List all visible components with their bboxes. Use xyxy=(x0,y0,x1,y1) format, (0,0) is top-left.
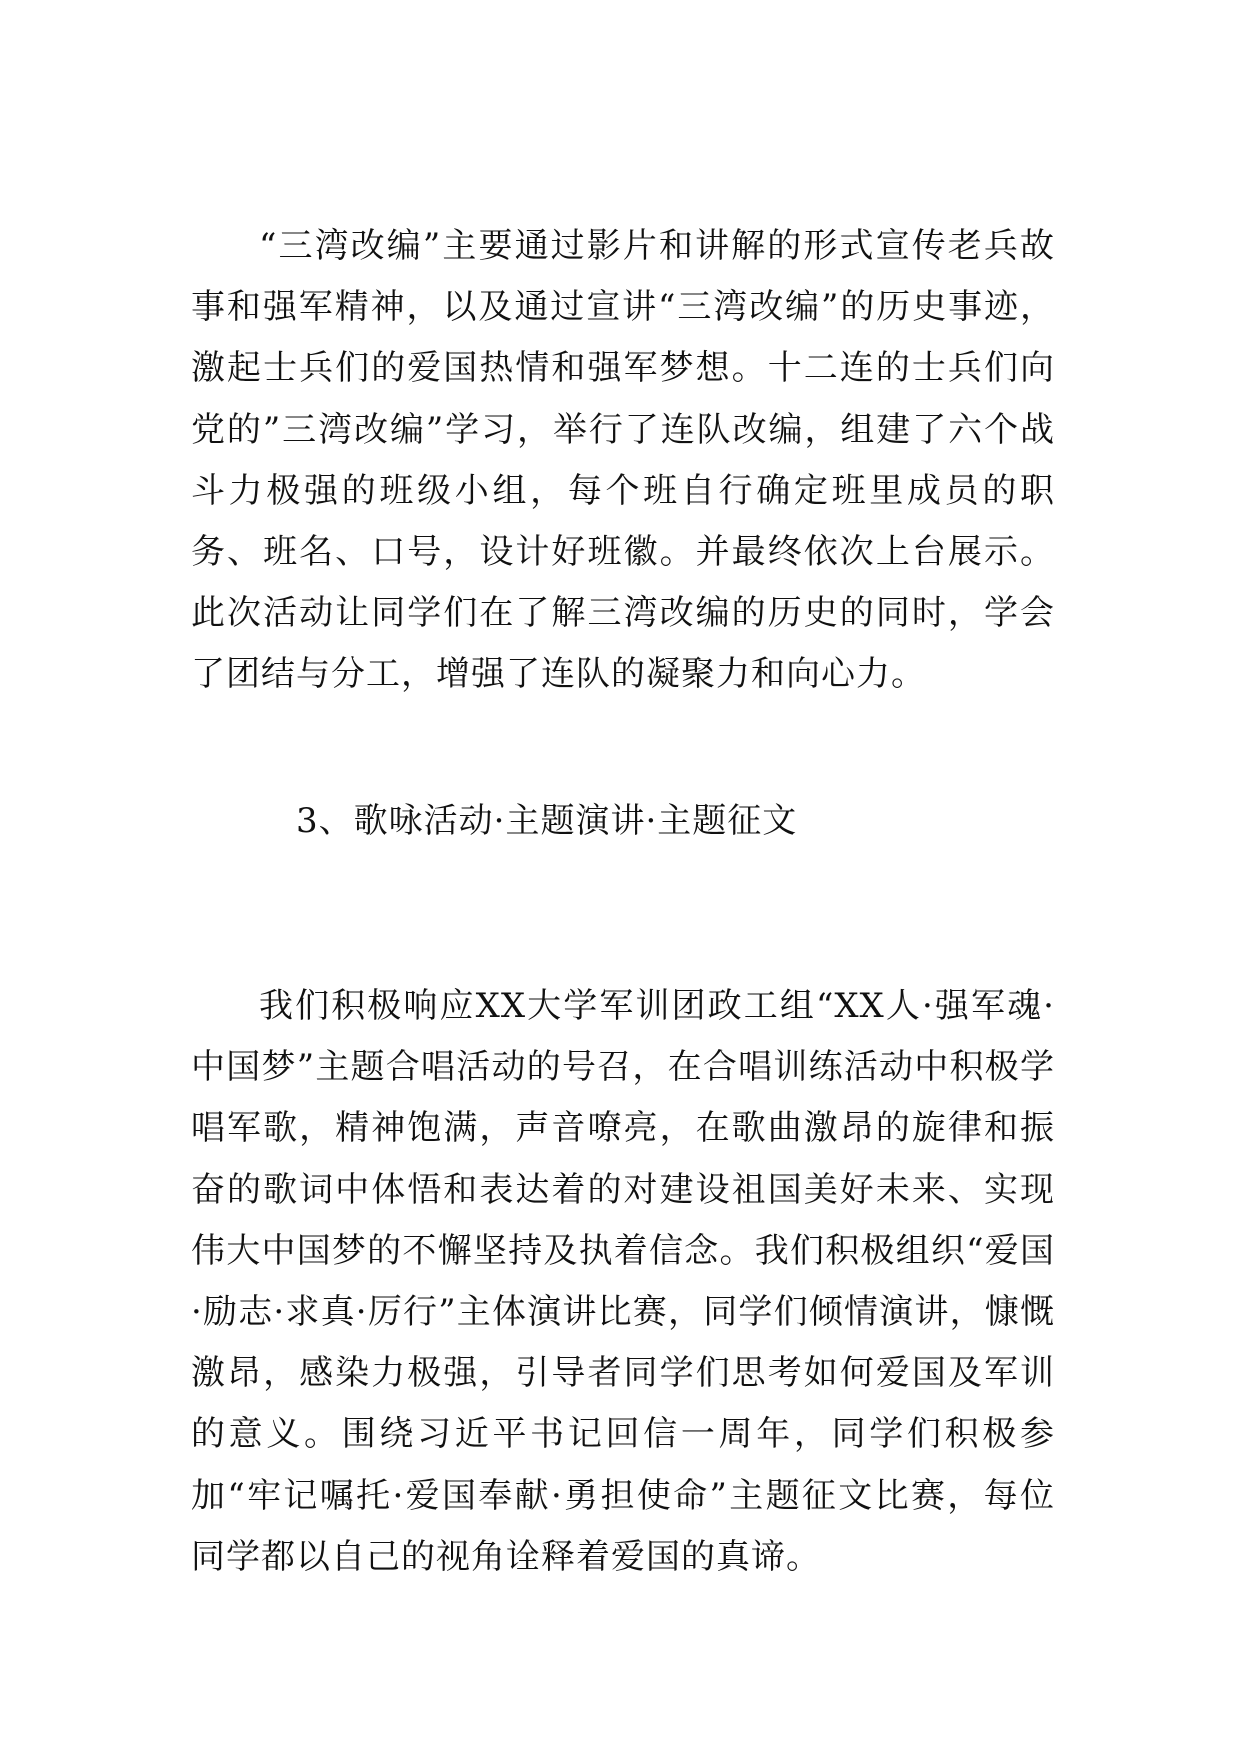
body-paragraph-sanwan-reorganization: “三湾改编”主要通过影片和讲解的形式宣传老兵故事和强军精神，以及通过宣讲“三湾改编”的历史事迹，激起士兵们的爱国热情和强军梦想。十二连的士兵们向党的”三湾改编”学习，举行了连队改编，组建了六个战斗力极强的班级小组，每个班自行确定班里成员的职务、班名、口号，设计好班徽。并最终依次上台展示。此次活动让同学们在了解三湾改编的历史的同时，学会了团结与分工，增强了连队的凝聚力和向心力。 xyxy=(191,226,1055,695)
body-paragraph-singing-speech-essay: 我们积极响应XX大学军训团政工组“XX人·强军魂·中国梦”主题合唱活动的号召，在合唱训练活动中积极学唱军歌，精神饱满，声音嘹亮，在歌曲激昂的旋律和振奋的歌词中体悟和表达着的对建设祖国美好未来、实现伟大中国梦的不懈坚持及执着信念。我们积极组织“爱国·励志·求真·厉行”主体演讲比赛，同学们倾情演讲，慷慨激昂，感染力极强，引导者同学们思考如何爱国及军训的意义。围绕习近平书记回信一周年，同学们积极参加“牢记嘱托·爱国奉献·勇担使命”主题征文比赛，每位同学都以自己的视角诠释着爱国的真谛。 xyxy=(191,986,1055,1577)
section-heading: 3、歌咏活动·主题演讲·主题征文 xyxy=(296,801,798,841)
